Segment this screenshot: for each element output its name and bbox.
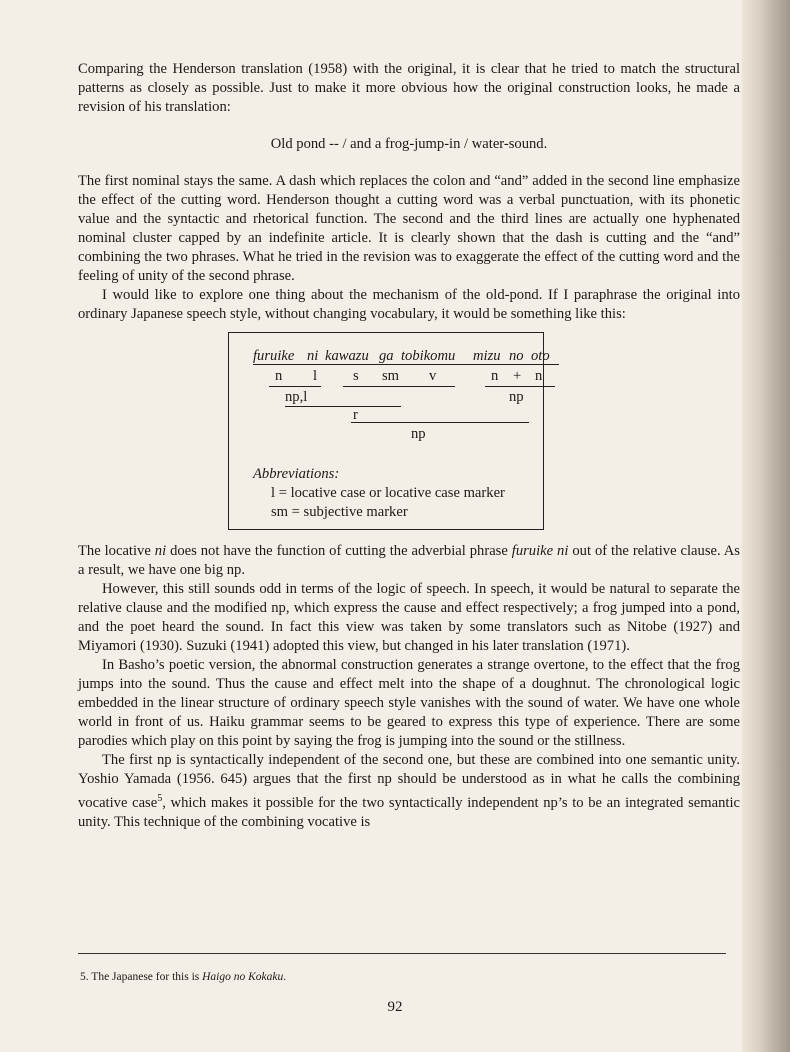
footnote-ref: 5 [157, 793, 163, 804]
diagram-r: r [353, 407, 358, 423]
diagram-np-l: np,l [285, 389, 308, 405]
diagram-underline-words [253, 364, 559, 365]
paragraph-locative-ni [78, 542, 740, 580]
diagram-word-mizu: mizu [473, 348, 501, 364]
diagram-word-tobikomu: tobikomu [401, 348, 456, 364]
diagram-word-kawazu: kawazu [325, 348, 369, 364]
diagram-tag-sm: sm [382, 368, 400, 384]
page-body [78, 60, 740, 832]
diagram-abbr-title: Abbreviations: [253, 466, 340, 482]
diagram-np-bottom: np [411, 426, 426, 442]
paragraph-logic-of-speech: However, this still sounds odd in terms of the logic of speech. In speech, it would be natural to separate the relative clause and the modified np, which express the cause and effect respectively; a frog jumped into a pond, and the poet heard the sound. In fact this view was taken by some translators such as Nitobe (1927) and Miyamori (1930). Suzuki (1941) adopted this view, but changed in his later translation (1971). [78, 581, 740, 654]
italic-ni: ni [154, 543, 167, 559]
diagram-abbr-sm: sm = subjective marker [271, 504, 408, 520]
diagram-line-n-l [269, 386, 321, 387]
diagram-word-oto: oto [531, 348, 550, 364]
syntax-diagram [228, 332, 550, 530]
page-number: 92 [387, 999, 403, 1015]
diagram-word-no: no [509, 348, 524, 364]
diagram-tag-v: v [429, 368, 437, 384]
italic-furuike-ni: furuike ni [511, 543, 569, 559]
diagram-tag-s: s [353, 368, 359, 384]
diagram-word-ga: ga [379, 348, 394, 364]
diagram-line-npl [285, 406, 401, 407]
diagram-tag-plus: + [513, 368, 522, 384]
diagram-np-right: np [509, 389, 524, 405]
text-run: . [283, 971, 287, 983]
text-run: out of the relative clause. As a result, we have one big np. [78, 543, 740, 578]
text-run: 5. The Japanese for this is [80, 971, 203, 983]
diagram-tag-l: l [313, 368, 318, 384]
diagram-line-r [351, 422, 529, 423]
paragraph-first-nominal: The first nominal stays the same. A dash which replaces the colon and “and” added in the second line emphasize the effect of the cutting word. Henderson thought a cutting word was a verbal punctuation, with its phonetic value and the syntactic and rhetorical function. The second and the third lines are actually one hyphenated nominal cluster capped by an indefinite article. It is clearly shown that the dash is cutting and the “and” combining the two phrases. What he tried in the revision was to exaggerate the effect of the cutting word and the feeling of unity of the second phrase. [78, 173, 740, 284]
diagram-line-s-sm-v [343, 386, 455, 387]
diagram-tag-n2: n [491, 368, 499, 384]
text-run: The locative [78, 543, 155, 559]
diagram-tag-n: n [275, 368, 283, 384]
text-run: , which makes it possible for the two syntactically independent np’s to be an integrated semantic unity. This technique of the combining vocative is [78, 794, 740, 830]
paragraph-old-pond-mechanism: I would like to explore one thing about the mechanism of the old-pond. If I paraphrase the original into ordinary Japanese speech style, without changing vocabulary, it would be something like this: [78, 287, 740, 322]
paragraph-basho-poetic: In Basho’s poetic version, the abnormal construction generates a strange overtone, to the effect that the frog jumps into the sound. Thus the cause and effect melt into the shape of a doughnut. The chronological logic embedded in the linear structure of ordinary speech style vanishes with the sound of water. We have one whole world in front of us. Haiku grammar seems to be geared to express this type of experience. There are some parodies which play on this point by saying the frog is jumping into the sound or the stillness. [78, 657, 740, 749]
diagram-word-furuike: furuike [253, 348, 295, 364]
footnote [80, 971, 286, 983]
paragraph-first-np [78, 751, 740, 832]
text-run: The first np is syntactically independent of the second one, but these are combined into one semantic unity. Yoshio Yamada (1956. 645) argues that the first np should be understood as in what he calls the combining vocative case [78, 752, 740, 811]
footnote-term: Haigo no Kokaku [202, 971, 284, 983]
diagram-line-n-n [485, 386, 555, 387]
diagram-tag-n3: n [535, 368, 543, 384]
diagram-word-ni: ni [307, 348, 319, 364]
revised-translation-quote: Old pond -- / and a frog-jump-in / water-sound. [270, 136, 548, 152]
footnote-rule [78, 953, 726, 954]
paragraph-henderson: Comparing the Henderson translation (1958) with the original, it is clear that he tried to match the structural patterns as closely as possible. Just to make it more obvious how the original construction looks, he made a revision of his translation: [78, 61, 740, 115]
diagram-abbr-l: l = locative case or locative case marker [271, 485, 505, 501]
text-run: does not have the function of cutting the adverbial phrase [166, 543, 512, 559]
book-gutter-shadow [742, 0, 790, 1052]
